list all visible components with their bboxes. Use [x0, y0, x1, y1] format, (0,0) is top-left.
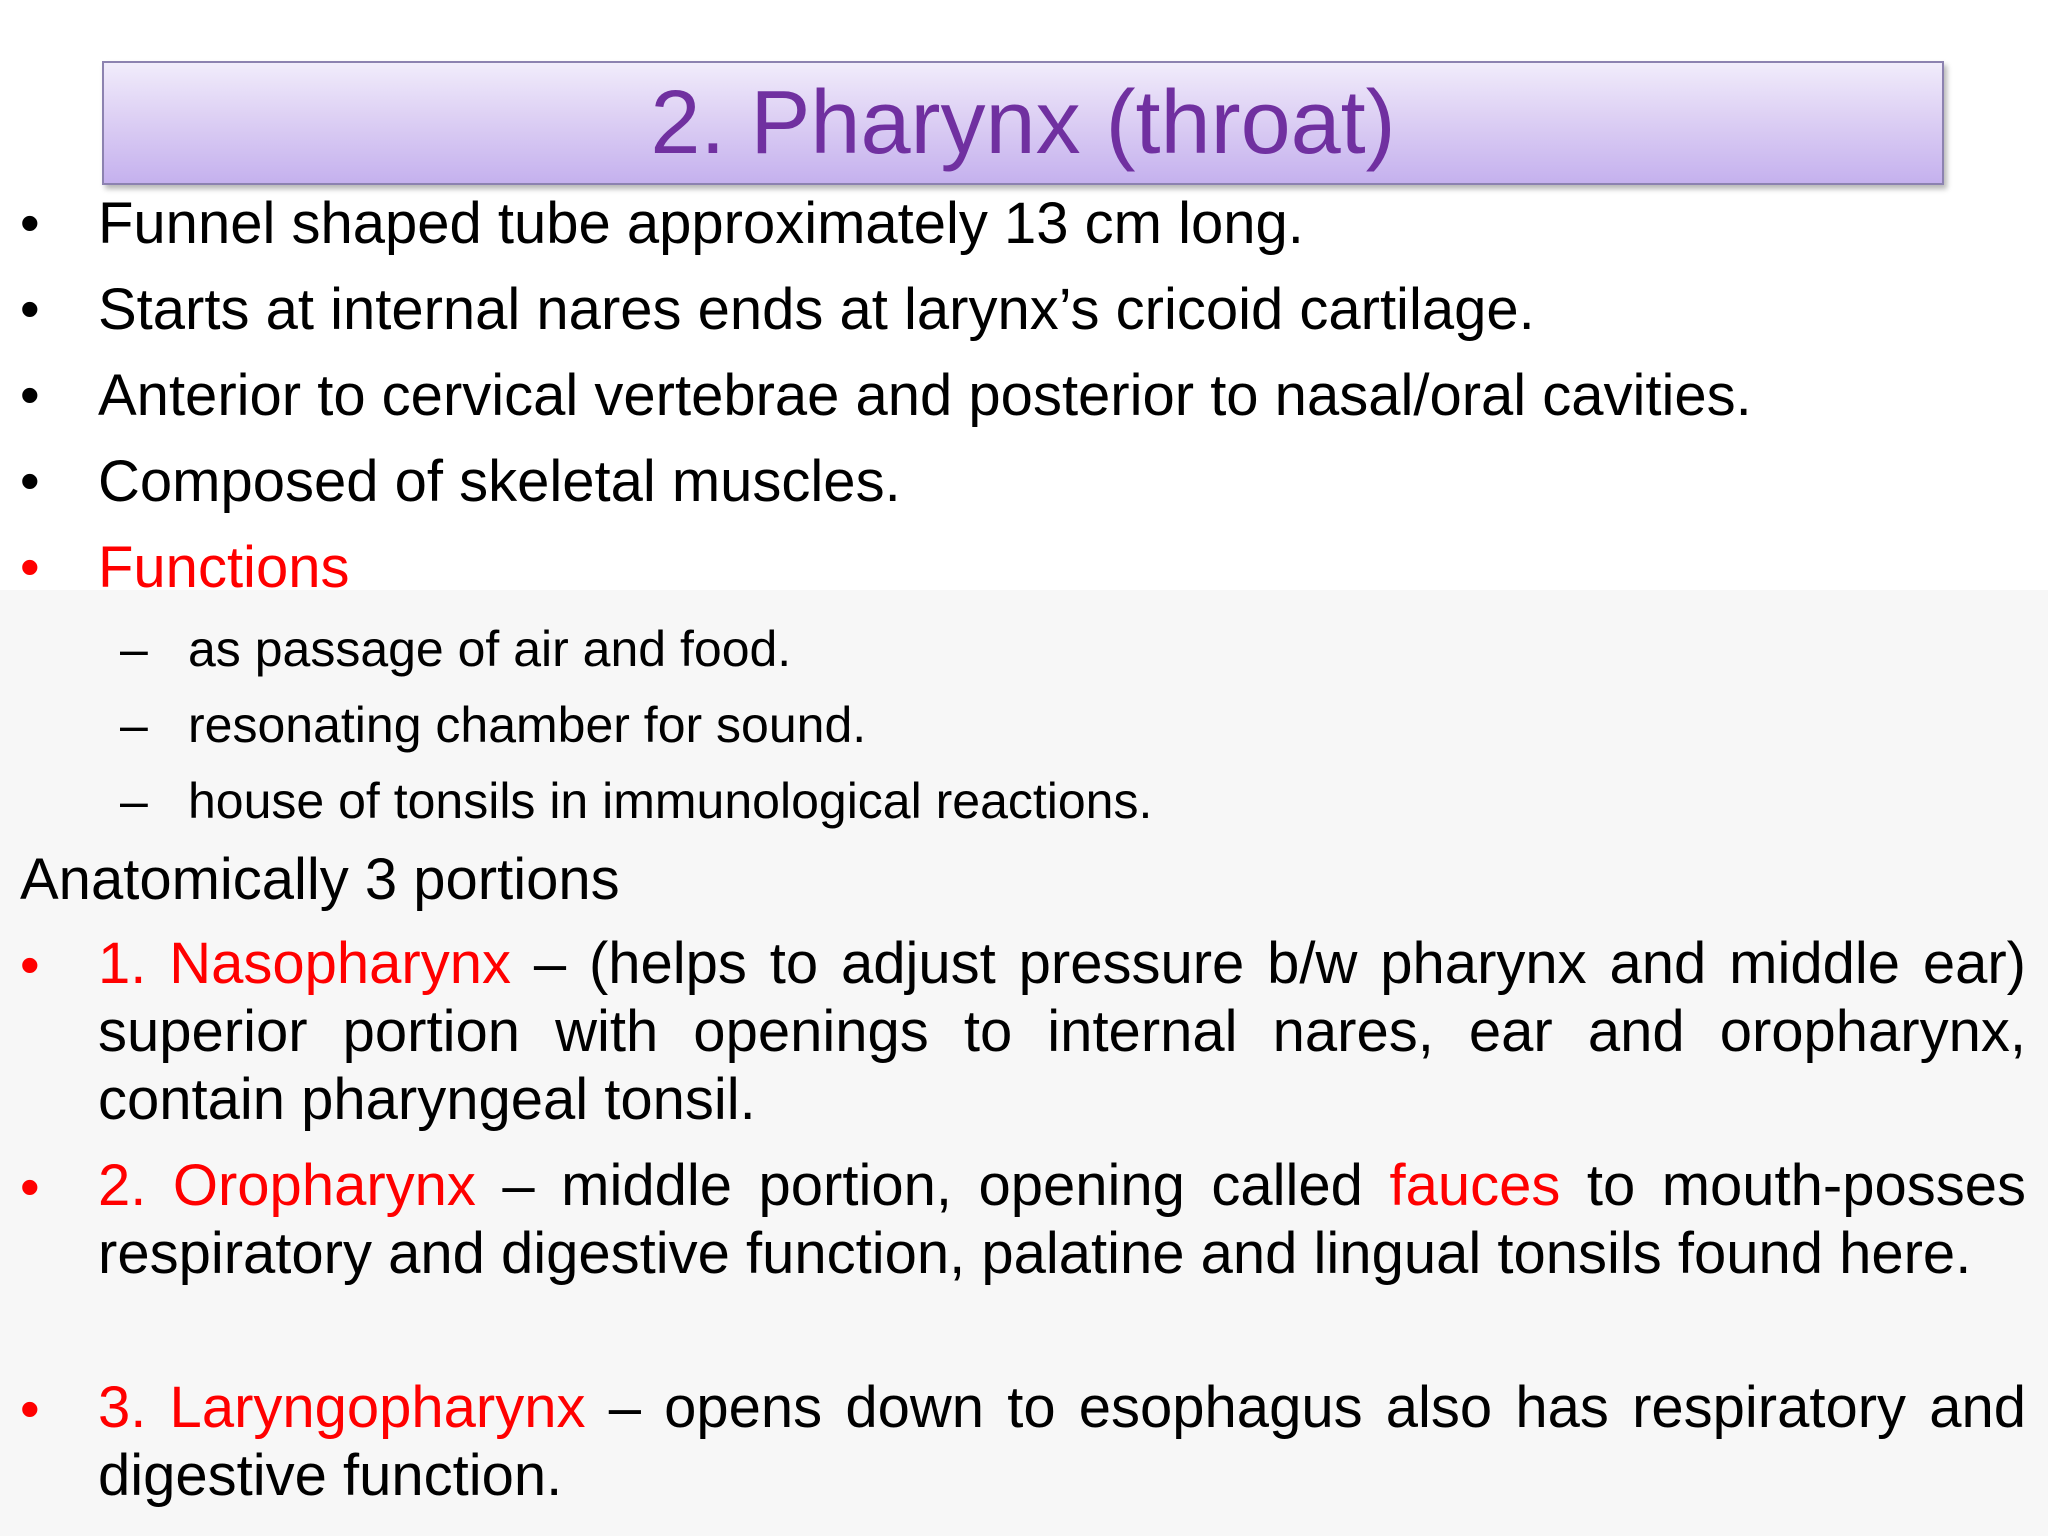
portion-nasopharynx — [98, 930, 2026, 1134]
bullet-marker-red: • — [20, 1155, 40, 1218]
bullet-marker: • — [20, 363, 40, 426]
bullet-marker: • — [20, 449, 40, 512]
bullet-marker-red: • — [20, 933, 40, 996]
bullet-marker-red: • — [20, 1377, 40, 1440]
dash-marker: – — [120, 697, 148, 753]
bullet-marker-red: • — [20, 535, 40, 598]
portion-description: – opens down to esophagus also has respiratory and digestive function. — [98, 1375, 2026, 1508]
fauces-highlight: fauces — [1389, 1153, 1561, 1218]
portion-oropharynx — [98, 1152, 2026, 1288]
bullet-marker: • — [20, 191, 40, 254]
bullet-tube-length: Funnel shaped tube approximately 13 cm long. — [98, 191, 1304, 256]
portion-name: 2. Oropharynx — [98, 1153, 476, 1218]
portion-description: – middle portion, opening called — [475, 1153, 1390, 1218]
dash-marker: – — [120, 773, 148, 829]
portions-heading: Anatomically 3 portions — [20, 847, 620, 912]
dash-marker: – — [120, 621, 148, 677]
portion-laryngopharynx — [98, 1374, 2026, 1510]
function-item: house of tonsils in immunological reactions. — [188, 773, 1153, 829]
function-item: resonating chamber for sound. — [188, 697, 867, 753]
portion-name: 1. Nasopharynx — [98, 931, 511, 996]
portion-description: – (helps to adjust pressure b/w pharynx and middle ear) superior portion with openings to internal nares, ear and oropharynx, contain pharyngeal tonsil. — [98, 931, 2026, 1132]
bullet-marker: • — [20, 277, 40, 340]
portion-description: to mouth-posses respiratory and digestive function, palatine and lingual tonsils found here. — [98, 1153, 2026, 1286]
portion-name: 3. Laryngopharynx — [98, 1375, 586, 1440]
functions-heading: Functions — [98, 535, 350, 600]
function-item: as passage of air and food. — [188, 621, 792, 677]
slide-title: 2. Pharynx (throat) — [650, 73, 1396, 173]
bullet-start-end: Starts at internal nares ends at larynx’s cricoid cartilage. — [98, 277, 1535, 342]
bullet-composition: Composed of skeletal muscles. — [98, 449, 901, 514]
bullet-position: Anterior to cervical vertebrae and posterior to nasal/oral cavities. — [98, 363, 1752, 428]
